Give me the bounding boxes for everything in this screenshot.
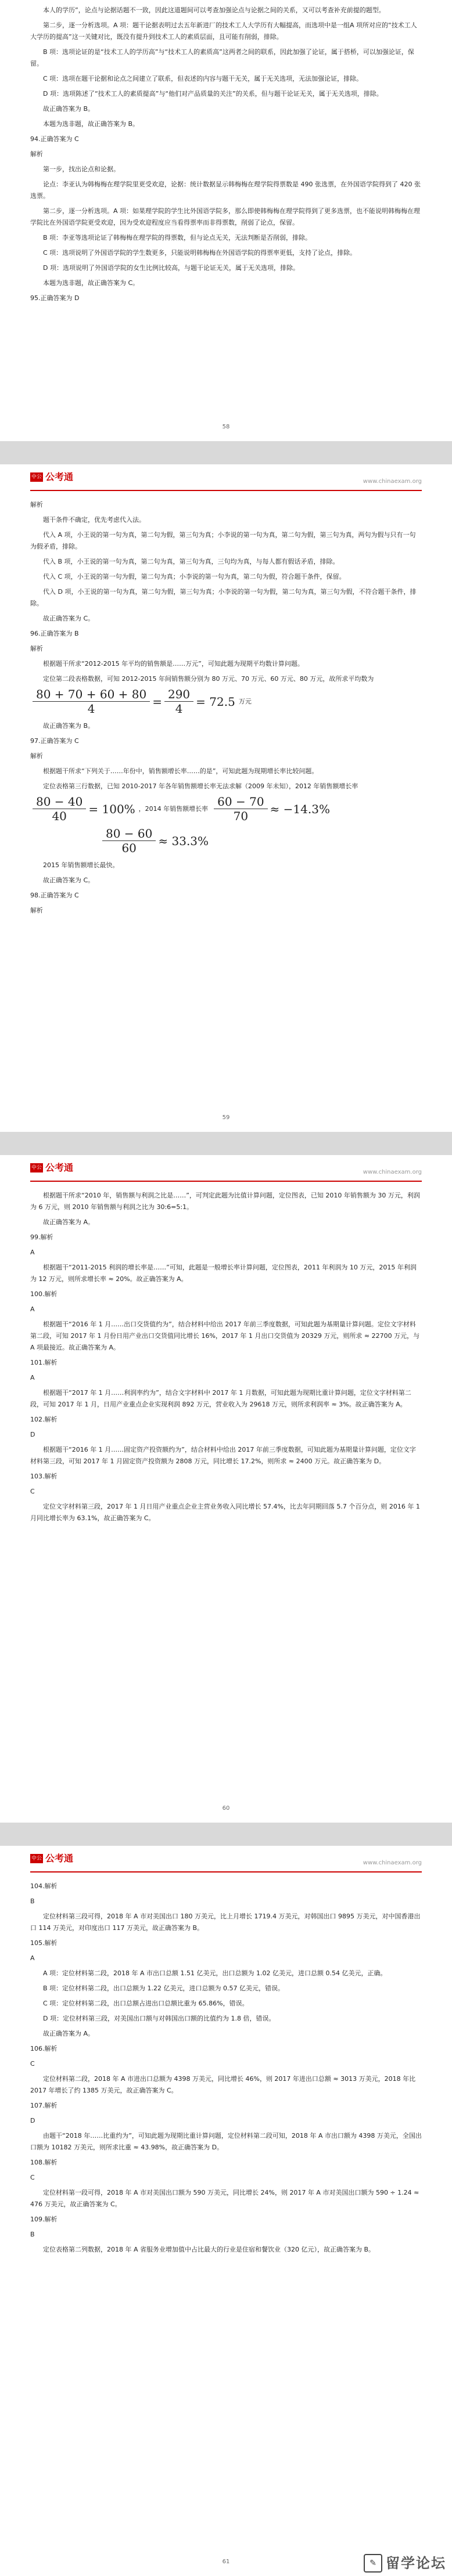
- paragraph: 本题为选非题，故正确答案为 C。: [43, 279, 139, 287]
- page-2-content-c: [30, 860, 422, 917]
- formula-result: = 72.5: [196, 694, 235, 709]
- formula-average: $\frac{80 + 70 + 60 + 80}{4}$ = $\frac{290}{4}$ = 72.5 万元: [30, 688, 422, 715]
- paragraph: 故正确答案为 A。: [43, 2030, 95, 2037]
- paragraph: 108.解析: [30, 2159, 58, 2166]
- paragraph: 根据题干所求“下列关于……年份中，销售额增长率……的是”，可知此题为现期增长率比较问题。: [43, 767, 318, 775]
- paragraph: 定位材料第一段可得，2018 年 A 市对美国出口额为 590 万美元，同比增长 24%，则 2017 年 A 市对美国出口额为 590 ÷ 1.24 ≈ 476 万美元，故正确答案为 C。: [30, 2189, 419, 2208]
- paragraph: 98.正确答案为 C: [30, 892, 79, 899]
- paragraph: 题干条件不确定，优先考虑代入法。: [43, 516, 145, 524]
- paragraph: 根据题干“2017 年 1 月……利润率约为”，结合文字材料中 2017 年 1 月数据，可知此题为现期比重计算问题，定位文字材料第二段，可知 2017 年 1 月，日用产业重点企业实现利润 892 万元，营业收入为 29618 万元，则所求利润率 ≈ 3%。故正确答案为 A。: [30, 1389, 411, 1408]
- formula-denominator: 4: [87, 702, 95, 716]
- page-number: 61: [222, 2559, 230, 2565]
- paragraph: 代入 D 项，小王说的第一句为真，第二句为假，第三句为真；小李说的第一句为假，第二句为真，第三句为假，不符合题干条件，排除。: [30, 588, 417, 607]
- paragraph: 根据题干“2011-2015 利润的增长率是……”可知，此题是一般增长率计算问题，定位图表，2011 年利润为 10 万元，2015 年利润为 12 万元，则所求增长率 ≈ 20%。故正确答案为 A。: [30, 1264, 417, 1283]
- paragraph: B 项：选项论证的是“技术工人的学历高”与“技术工人的素质高”这两者之间的联系，因此加强了论证，属于搭桥，可以加强论证，保留。: [30, 48, 414, 67]
- paragraph: 103.解析: [30, 1473, 58, 1480]
- paragraph: A: [30, 1305, 35, 1313]
- paragraph: 第一步，找出论点和论据。: [43, 165, 120, 173]
- logo-text: 公考通: [45, 471, 74, 482]
- paragraph: 故正确答案为 B。: [43, 722, 95, 730]
- watermark: [364, 2554, 446, 2573]
- paragraph: 95.正确答案为 D: [30, 294, 80, 302]
- page-4-content: [30, 1881, 422, 2256]
- paragraph: 定位表格第二列数据，2018 年 A 省服务业增加值中占比最大的行业是住宿和餐饮业（320 亿元），故正确答案为 B。: [43, 2246, 375, 2253]
- page-number: 59: [222, 1114, 230, 1121]
- paragraph: 定位材料第二段，2018 年 A 市进出口总额为 4398 万美元，同比增长 46%，则 2017 年进出口总额 ≈ 3013 万美元，2018 年比 2017 年增长了约 1385 万美元，故正确答案为 C。: [30, 2075, 416, 2094]
- paragraph: 2015 年销售额增长最快。: [43, 861, 119, 869]
- paragraph: 第二步，逐一分析选项。A 项：题干论据表明过去五年新进厂的技术工人大学历有大幅提高，而选项中是一组A 项所对应的“技术工人大学历的提高”这一关键对比，既没有提升到技术工人的素质层面，且可能有削弱，排除。: [30, 21, 417, 41]
- paragraph: 定位文字材料第三段，2017 年 1 月日用产业重点企业主营业务收入同比增长 57.4%，比去年同期回落 5.7 个百分点，则 2016 年 1 月同比增长率为 63.1%，故正确答案为 C。: [30, 1503, 420, 1522]
- paragraph: 解析: [30, 907, 43, 914]
- paragraph: C 项：选项在题干论据和论点之间建立了联系，但表述的内容与题干无关，属于无关选项，无法加强论证，排除。: [43, 75, 363, 82]
- paragraph: 代入 C 项，小王说的第一句为假，第二句为真；小李说的第一句为真，第二句为假，符合题干条件，保留。: [43, 573, 346, 580]
- logo-text: 公考通: [45, 1162, 74, 1173]
- paragraph: D: [30, 2117, 35, 2124]
- paragraph: 解析: [30, 150, 43, 158]
- formula-mid-text: ，2014 年销售额增长率: [138, 804, 209, 813]
- logo: [30, 471, 73, 483]
- page-2-content-b: [30, 720, 422, 792]
- page-3: [0, 1155, 452, 1823]
- page-4: [0, 1846, 452, 2576]
- paragraph: C: [30, 2060, 35, 2068]
- paragraph: 97.正确答案为 C: [30, 737, 79, 745]
- page-number: 58: [222, 424, 230, 430]
- paragraph: 定位表格第三行数据，已知 2010-2017 年各年销售额增长率无法求解（2009 年未知），2012 年销售额增长率: [43, 782, 358, 790]
- watermark-text: 留学论坛: [386, 2555, 446, 2571]
- formula-result: ≈ 33.3%: [158, 834, 209, 848]
- paragraph: 100.解析: [30, 1290, 58, 1298]
- paragraph: 故正确答案为 B。: [43, 105, 95, 113]
- formula-denominator: 40: [52, 809, 67, 823]
- paragraph: B 项：李亚等选项论证了韩梅梅在理学院的得票数，但与论点无关，无法判断是否削弱，排除。: [43, 234, 312, 241]
- site-url: www.chinaexam.org: [363, 1169, 422, 1175]
- paragraph: 解析: [30, 645, 43, 652]
- page-header: [30, 1155, 422, 1182]
- paragraph: D 项：选项陈述了“技术工人的素质提高”与“他们对产品质量的关注”的关系，但与题干论证无关，属于无关选项，排除。: [43, 90, 383, 98]
- logo-badge: 中公: [30, 1854, 43, 1863]
- paragraph: D: [30, 1431, 35, 1438]
- logo: [30, 1853, 73, 1864]
- paragraph: A: [30, 1374, 35, 1381]
- paragraph: 第二步，逐一分析选项。A 项：如果理学院的学生比外国语学院多，那么即使韩梅梅在理学院得到了更多选票，也不能说明韩梅梅在理学院比在外国语学院更受欢迎，因为受欢迎程度应当看得票率而非得票数，削弱了论点，保留。: [30, 207, 421, 226]
- paragraph: 107.解析: [30, 2102, 58, 2109]
- paragraph: B: [30, 2231, 35, 2238]
- site-url: www.chinaexam.org: [363, 1860, 422, 1866]
- paragraph: A: [30, 1249, 35, 1256]
- paragraph: 根据题干所求“2010 年，销售额与利润之比是……”，可判定此题为比值计算问题，定位图表，已知 2010 年销售额为 30 万元，利润为 6 万元，则 2010 年销售额与利润之比为 30:6=5:1。: [30, 1192, 420, 1211]
- paragraph: 105.解析: [30, 1939, 58, 1947]
- paragraph: 106.解析: [30, 2045, 58, 2052]
- page-2: [0, 464, 452, 1132]
- formula-result: ≈ −14.3%: [270, 802, 330, 816]
- paragraph: D 项：定位材料第三段，对美国出口额与对韩国出口额的比值约为 1.8 倍，错误。: [43, 2015, 275, 2022]
- paragraph: 解析: [30, 501, 43, 508]
- formula-numerator: 60 − 70: [214, 796, 267, 809]
- paragraph: A: [30, 1954, 35, 1962]
- paragraph: 本人的学历”，论点与论据话题不一致，因此这道题间可以考查加强论点与论据之间的关系，又可以考查补充前提的题型。: [43, 6, 385, 14]
- paragraph: 102.解析: [30, 1416, 58, 1423]
- paragraph: 根据题干“2016 年 1 月……出口交货值约为”，结合材料中给出 2017 年前三季度数据，可知此题为基期量计算问题。定位文字材料第二段，可知 2017 年 1 月份日用产业出口交货值同比增长 16%，2017 年 1 月出口交货值为 20329 万元，则所求 ≈ 22700 万元，与 A 项最接近。故正确答案为 A。: [30, 1321, 420, 1351]
- paragraph: A 项：定位材料第二段，2018 年 A 市出口总额 1.51 亿美元，出口总额为 1.02 亿美元，进口总额 0.54 亿美元，正确。: [43, 1969, 387, 1977]
- formula-denominator: 70: [233, 809, 249, 823]
- formula-result: = 100%: [88, 802, 135, 816]
- page-1-content: [30, 5, 422, 304]
- paragraph: 故正确答案为 C。: [43, 615, 95, 622]
- paragraph: 由题干“2018 年……比重约为”，可知此题为现期比重计算问题，定位材料第二段可知，2018 年 A 市出口额为 4398 万美元，全国出口额为 10182 万美元，则所求比重 ≈ 43.98%，故正确答案为 D。: [30, 2132, 422, 2151]
- logo-badge: 中公: [30, 472, 43, 482]
- paragraph: C 项：定位材料第二段，出口总额占进出口总额比重为 65.86%，错误。: [43, 2000, 249, 2007]
- logo: [30, 1162, 73, 1174]
- paragraph: 99.解析: [30, 1233, 53, 1241]
- paragraph: 根据题干所求“2012-2015 年平均的销售额是……万元”，可知此题为现期平均数计算问题。: [43, 660, 304, 668]
- formula-growth-2: [30, 828, 422, 854]
- formula-denominator: 4: [175, 702, 183, 716]
- page-header: [30, 464, 422, 491]
- formula-numerator: 290: [164, 688, 193, 702]
- paragraph: B 项：定位材料第二段，出口总额为 1.22 亿美元，进口总额为 0.57 亿美元，错误。: [43, 1985, 285, 1992]
- logo-text: 公考通: [45, 1853, 74, 1864]
- formula-numerator: 80 + 70 + 60 + 80: [33, 688, 150, 702]
- paragraph: 96.正确答案为 B: [30, 630, 79, 637]
- paragraph: 109.解析: [30, 2216, 58, 2223]
- paragraph: 本题为选非题，故正确答案为 B。: [43, 120, 139, 128]
- formula-unit: 万元: [238, 697, 252, 705]
- page-1: [0, 0, 452, 441]
- paragraph: D 项：选项说明了外国语学院的女生比例比较高，与题干论证无关，属于无关选项，排除。: [43, 264, 299, 272]
- page-header: [30, 1846, 422, 1873]
- paragraph: 101.解析: [30, 1359, 58, 1366]
- paragraph: 104.解析: [30, 1882, 58, 1890]
- paragraph: C: [30, 2174, 35, 2181]
- formula-denominator: 60: [121, 841, 137, 855]
- paragraph: 故正确答案为 C。: [43, 876, 95, 884]
- site-url: www.chinaexam.org: [363, 478, 422, 485]
- paragraph: C: [30, 1488, 35, 1495]
- formula-growth: [30, 796, 422, 822]
- formula-numerator: 80 − 40: [33, 796, 86, 809]
- page-number: 60: [222, 1805, 230, 1812]
- page-3-content: [30, 1190, 422, 1524]
- paragraph: 故正确答案为 A。: [43, 1218, 95, 1226]
- paragraph: 代入 A 项，小王说的第一句为真，第二句为假，第三句为真；小李说的第一句为真，第二句为假，第三句为真，两句为假与只有一句为假矛盾，排除。: [30, 531, 416, 550]
- formula-numerator: 80 − 60: [102, 828, 156, 841]
- page-2-content-a: [30, 499, 422, 685]
- paragraph: 代入 B 项，小王说的第一句为真，第二句为真，第三句为真，三句均为真，与每人都有假话矛盾，排除。: [43, 558, 339, 565]
- paragraph: 解析: [30, 752, 43, 760]
- paragraph: 定位材料第三段可得，2018 年 A 市对美国出口 180 万美元，比上月增长 1719.4 万美元，对韩国出口 9895 万美元，对中国香港出口 114 万美元，对印度出口 117 万美元，故正确答案为 B。: [30, 1913, 421, 1932]
- paragraph: 定位第二段表格数据，可知 2012-2015 年间销售额分别为 80 万元、70 万元、60 万元、80 万元，故所求平均数为: [43, 675, 374, 683]
- paragraph: 94.正确答案为 C: [30, 135, 79, 143]
- paragraph: C 项：选项说明了外国语学院的学生数更多，只能说明韩梅梅在外国语学院的得票率更低，支持了论点，排除。: [43, 249, 357, 257]
- paragraph: 论点：李亚认为韩梅梅在理学院里更受欢迎，论据：统计数据显示韩梅梅在理学院得票数是 490 张选票，在外国语学院得到了 420 张选票。: [30, 181, 421, 200]
- logo-badge: 中公: [30, 1163, 43, 1172]
- paragraph: B: [30, 1897, 35, 1905]
- watermark-icon: ✎: [364, 2554, 382, 2573]
- paragraph: 根据题干“2016 年 1 月……固定资产投资额约为”，结合材料中给出 2017 年前三季度数据，可知此题为基期量计算问题，定位文字材料第三段，可知 2017 年 1 月固定资产投资额为 2808 万元，同比增长 17.2%，则所求 ≈ 2400 万元。故正确答案为 D。: [30, 1446, 416, 1465]
